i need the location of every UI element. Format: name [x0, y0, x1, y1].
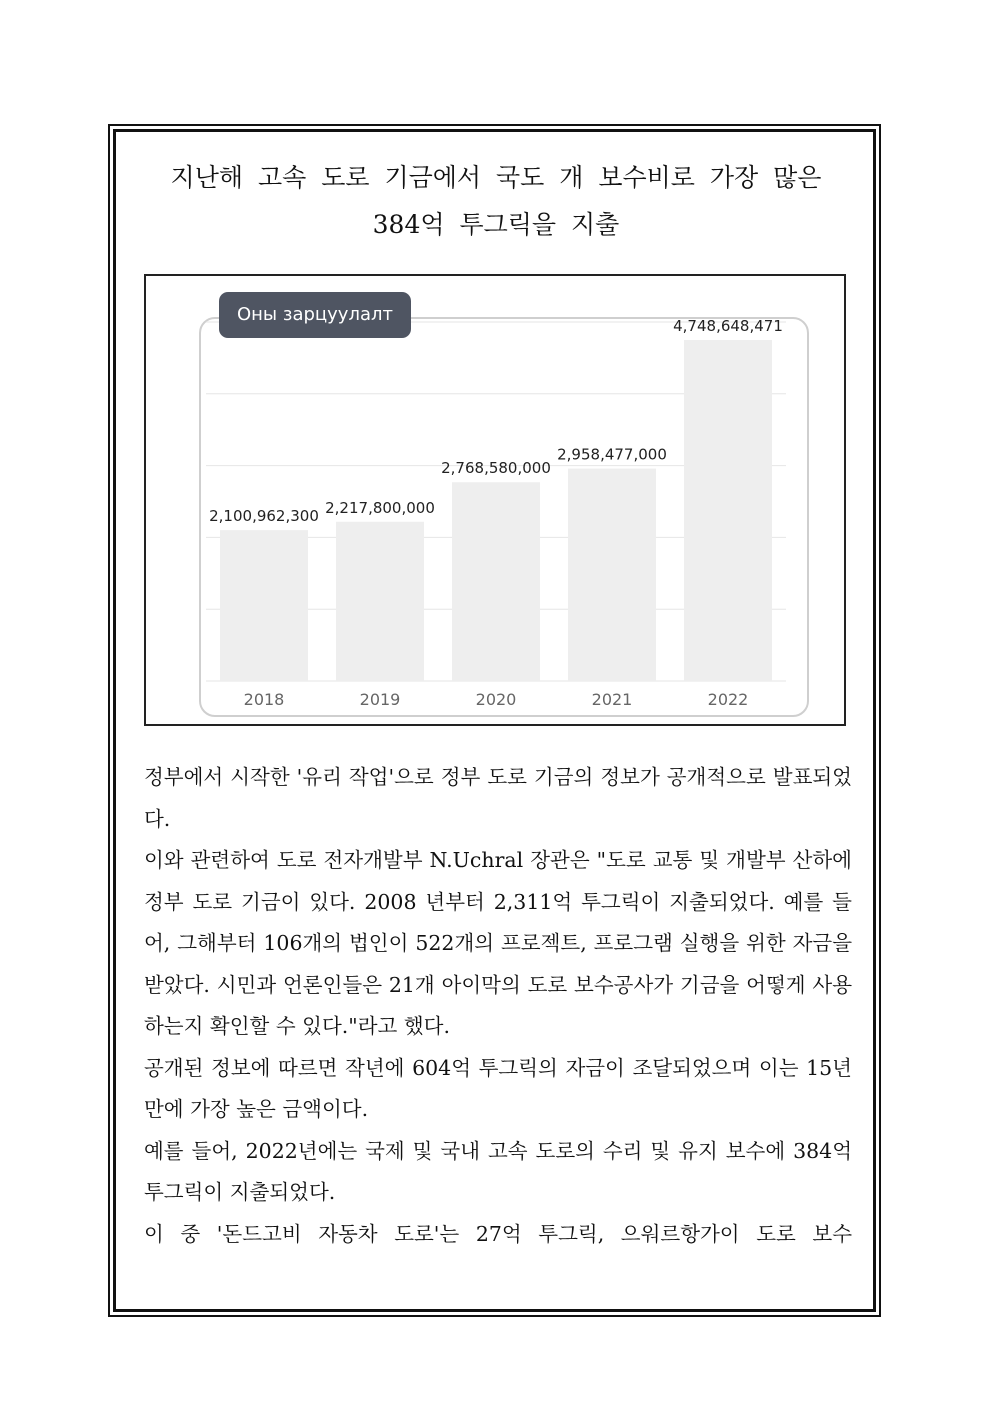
bar-chart: [146, 276, 844, 724]
x-tick-label-2021: 2021: [591, 690, 633, 709]
bar-2019: [336, 522, 424, 681]
paragraph-4: 예를 들어, 2022년에는 국제 및 국내 고속 도로의 수리 및 유지 보수에 384억 투그릭이 지출되었다.: [144, 1138, 852, 1204]
headline-line-2: 384억 투그릭을 지출: [372, 210, 620, 239]
article-headline: [120, 154, 872, 248]
x-tick-label-2022: 2022: [707, 690, 749, 709]
chart-figure: [144, 274, 846, 726]
x-tick-label-2019: 2019: [359, 690, 401, 709]
data-label-2021: 2,958,477,000: [557, 445, 667, 464]
x-tick-label-2020: 2020: [475, 690, 517, 709]
paragraph-5: 이 중 '돈드고비 자동차 도로'는 27억 투그릭, 으워르항가이 도로 보수: [144, 1221, 852, 1246]
chart-title-tag: Оны зарцуулалт: [219, 292, 411, 338]
bar-2022: [684, 340, 772, 681]
x-tick-label-2018: 2018: [243, 690, 285, 709]
data-label-2019: 2,217,800,000: [325, 498, 435, 517]
data-label-2022: 4,748,648,471: [673, 317, 783, 336]
data-label-2018: 2,100,962,300: [209, 507, 319, 526]
article-body: [144, 757, 852, 1255]
data-label-2020: 2,768,580,000: [441, 459, 551, 478]
paragraph-2: 이와 관련하여 도로 전자개발부 N.Uchral 장관은 "도로 교통 및 개발부 산하에 정부 도로 기금이 있다. 2008 년부터 2,311억 투그릭이 지출되었다. 예를 들어, 그해부터 106개의 법인이 522개의 프로젝트, 프로그램 실행을 위한 자금을 받았다. 시민과 언론인들은 21개 아이막의 도로 보수공사가 기금을 어떻게 사용하는지 확인할 수 있다."라고 했다.: [144, 848, 852, 1038]
paragraph-3: 공개된 정보에 따르면 작년에 604억 투그릭의 자금이 조달되었으며 이는 15년 만에 가장 높은 금액이다.: [144, 1055, 852, 1121]
bar-2018: [220, 530, 308, 681]
bar-2020: [452, 482, 540, 681]
bar-2021: [568, 469, 656, 681]
paragraph-1: 정부에서 시작한 '유리 작업'으로 정부 도로 기금의 정보가 공개적으로 발표되었다.: [144, 765, 852, 831]
headline-line-1: 지난해 고속 도로 기금에서 국도 개 보수비로 가장 많은: [170, 163, 822, 192]
